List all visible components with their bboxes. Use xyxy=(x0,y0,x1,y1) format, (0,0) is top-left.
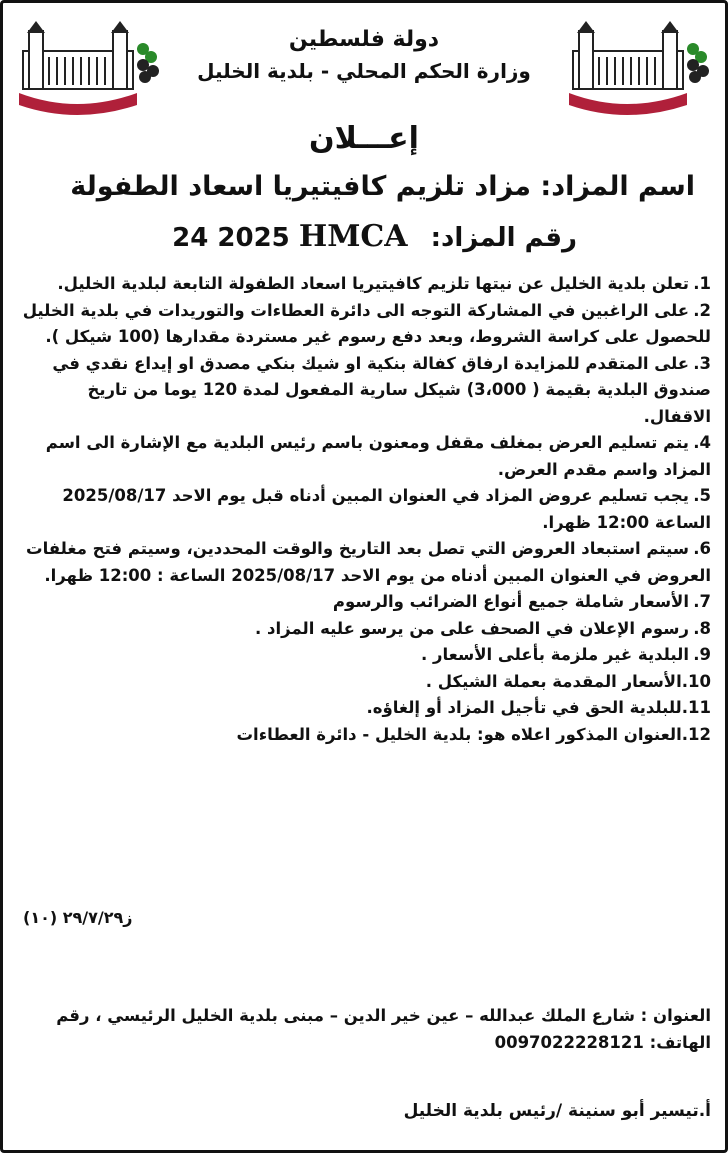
auction-number-code: HMCA xyxy=(298,219,408,254)
item-number: 11. xyxy=(681,698,711,717)
item-text: يتم تسليم العرض بمغلف مقفل ومعنون باسم رئيس البلدية مع الإشارة الى اسم المزاد واسم مقدم العرض. xyxy=(45,433,711,479)
auction-title-value: مزاد تلزيم كافيتيريا اسعاد الطفولة xyxy=(70,171,532,202)
list-item xyxy=(19,722,711,749)
address-text: العنوان : شارع الملك عبدالله – عين خير الدين – مبنى بلدية الخليل الرئيسي ، رقم الهاتف: xyxy=(56,1006,711,1052)
list-item xyxy=(19,642,711,669)
item-text: على الراغبين في المشاركة التوجه الى دائرة العطاءات والتوريدات في بلدية الخليل للحصول على كراسة الشروط، وبعد دفع رسوم غير مستردة مقدارها (100 شيكل ). xyxy=(22,300,711,346)
item-text: يجب تسليم عروض المزاد في العنوان المبين أدناه قبل يوم الاحد 2025/08/17 الساعة 12:00 ظهرا. xyxy=(62,486,711,532)
item-number: 2. xyxy=(693,300,711,320)
phone-number: 0097022228121 xyxy=(494,1032,644,1052)
hebron-municipality-emblem-icon xyxy=(565,21,715,116)
list-item xyxy=(19,430,711,483)
auction-number-value: 24 2025 xyxy=(172,223,290,253)
list-item xyxy=(19,298,711,351)
conditions-list xyxy=(19,271,711,748)
ministry-name: وزارة الحكم المحلي - بلدية الخليل xyxy=(197,59,531,83)
auction-title-label: اسم المزاد: xyxy=(540,171,695,202)
item-number: 3. xyxy=(693,353,711,373)
item-number: 1. xyxy=(693,274,711,293)
signature: أ.تيسير أبو سنينة /رئيس بلدية الخليل xyxy=(403,1101,711,1121)
list-item xyxy=(19,695,711,722)
item-text: العنوان المذكور اعلاه هو: بلدية الخليل - دائرة العطاءات xyxy=(236,724,682,744)
auction-number-label: رقم المزاد: xyxy=(430,223,577,253)
list-item xyxy=(19,351,711,431)
item-number: 7. xyxy=(693,592,711,611)
item-text: سيتم استبعاد العروض التي تصل بعد التاريخ والوقت المحددين، وسيتم فتح مغلفات العروض في العنوان المبين أدناه من يوم الاحد 2025/08/17 الساعة : 12:00 ظهرا. xyxy=(26,539,711,585)
item-text: تعلن بلدية الخليل عن نيتها تلزيم كافيتيريا اسعاد الطفولة التابعة لبلدية الخليل. xyxy=(57,274,689,293)
list-item xyxy=(19,589,711,616)
state-name: دولة فلسطين xyxy=(288,27,440,52)
auction-number xyxy=(172,219,577,254)
publication-reference: ز٢٩/٧/٢٩ (١٠) xyxy=(23,908,133,927)
item-text: للبلدية الحق في تأجيل المزاد أو إلغاؤه. xyxy=(366,698,682,717)
announcement-heading: إعـــلان xyxy=(309,121,419,156)
item-text: الأسعار شاملة جميع أنواع الضرائب والرسوم xyxy=(332,592,689,611)
hebron-municipality-emblem-icon xyxy=(15,21,165,116)
item-text: البلدية غير ملزمة بأعلى الأسعار . xyxy=(420,645,689,664)
list-item xyxy=(19,616,711,643)
item-number: 12. xyxy=(681,724,711,744)
auction-title xyxy=(23,171,695,202)
list-item xyxy=(19,483,711,536)
address-block xyxy=(19,1003,711,1056)
item-number: 5. xyxy=(693,486,711,505)
item-number: 6. xyxy=(693,539,711,558)
list-item xyxy=(19,669,711,696)
item-text: رسوم الإعلان في الصحف على من يرسو عليه المزاد . xyxy=(255,618,689,638)
list-item xyxy=(19,536,711,589)
item-number: 10. xyxy=(681,671,711,691)
item-number: 9. xyxy=(693,645,711,664)
item-number: 8. xyxy=(693,618,711,638)
item-number: 4. xyxy=(693,433,711,452)
item-text: الأسعار المقدمة بعملة الشيكل . xyxy=(425,671,682,691)
list-item xyxy=(19,271,711,298)
letterhead xyxy=(173,25,555,87)
item-text: على المتقدم للمزايدة ارفاق كفالة بنكية او شيك بنكي مصدق او إيداع نقدي في صندوق البلدية بقيمة ( 3،000) شيكل سارية المفعول لمدة 120 يوما من تاريخ الاقفال. xyxy=(52,353,711,426)
